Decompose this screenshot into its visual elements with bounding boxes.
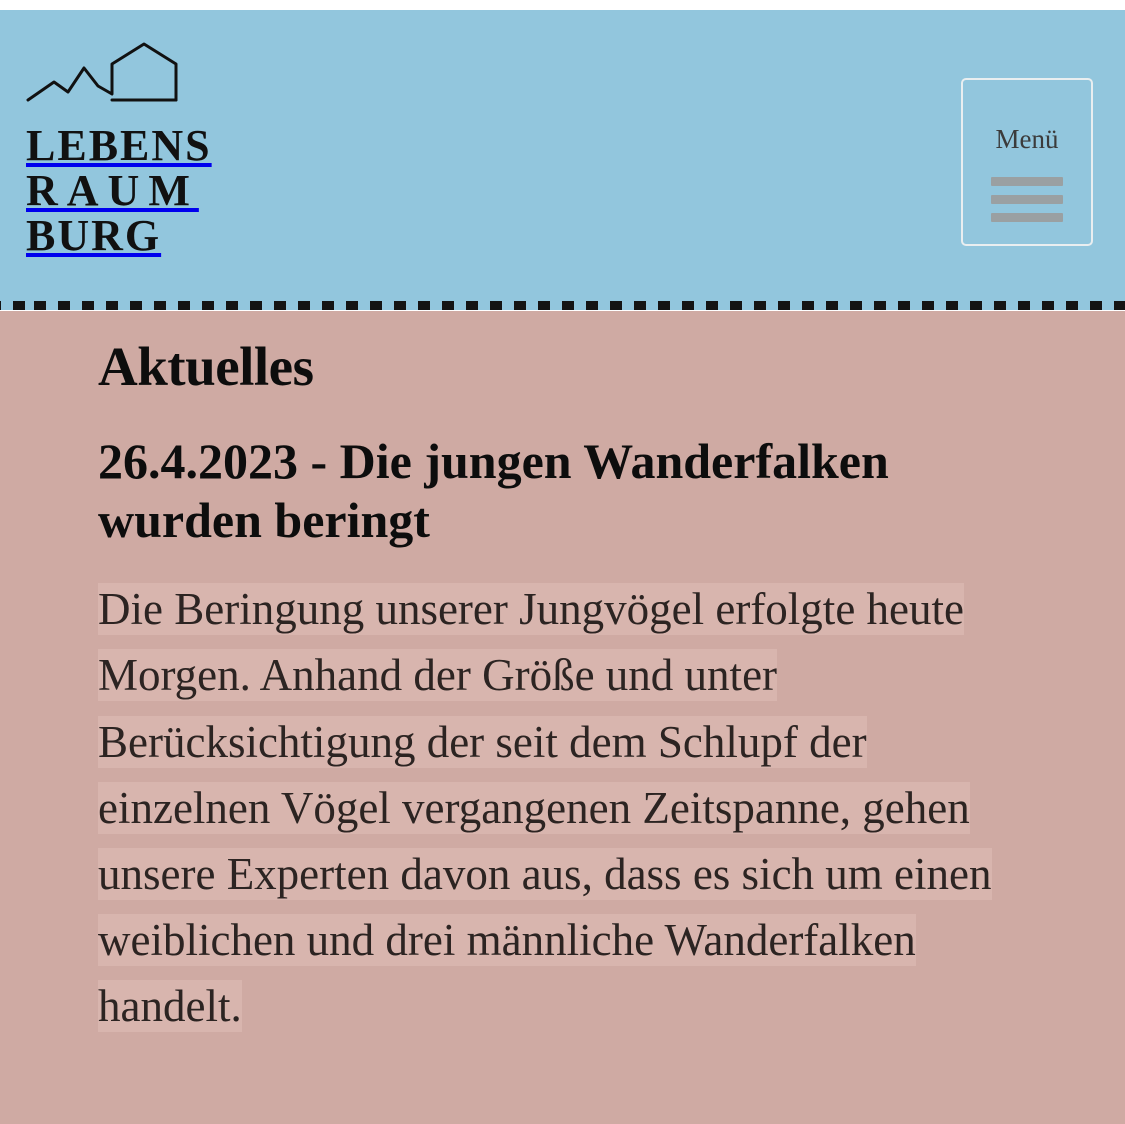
article-title: 26.4.2023 - Die jungen Wanderfalken wurden beringt bbox=[98, 433, 889, 549]
brand-wordmark bbox=[26, 121, 326, 260]
brand-logo-link[interactable] bbox=[26, 42, 326, 259]
hamburger-icon bbox=[991, 177, 1063, 222]
site-header bbox=[0, 10, 1125, 310]
article-body bbox=[98, 576, 1018, 1039]
brand-line-1: LEBENS bbox=[26, 121, 212, 170]
brand-line-2: RAUM bbox=[26, 165, 199, 215]
dotted-divider bbox=[0, 301, 1125, 311]
main-content bbox=[0, 311, 1125, 1124]
menu-button[interactable] bbox=[961, 78, 1093, 246]
top-white-strip bbox=[0, 0, 1125, 10]
brand-line-3: BURG bbox=[26, 210, 162, 260]
article-body-text: Die Beringung unserer Jungvögel erfolgte heute Morgen. Anhand der Größe und unter Berücksichtigung der seit dem Schlupf der einzelnen Vögel vergangenen Zeitspanne, gehen unsere Experten davon aus, dass es sich um einen weiblichen und drei männliche Wanderfalken handelt. bbox=[98, 584, 992, 1032]
menu-button-label: Menü bbox=[995, 124, 1059, 154]
page-title: Aktuelles bbox=[98, 336, 314, 397]
mountain-house-outline-icon bbox=[26, 42, 196, 112]
